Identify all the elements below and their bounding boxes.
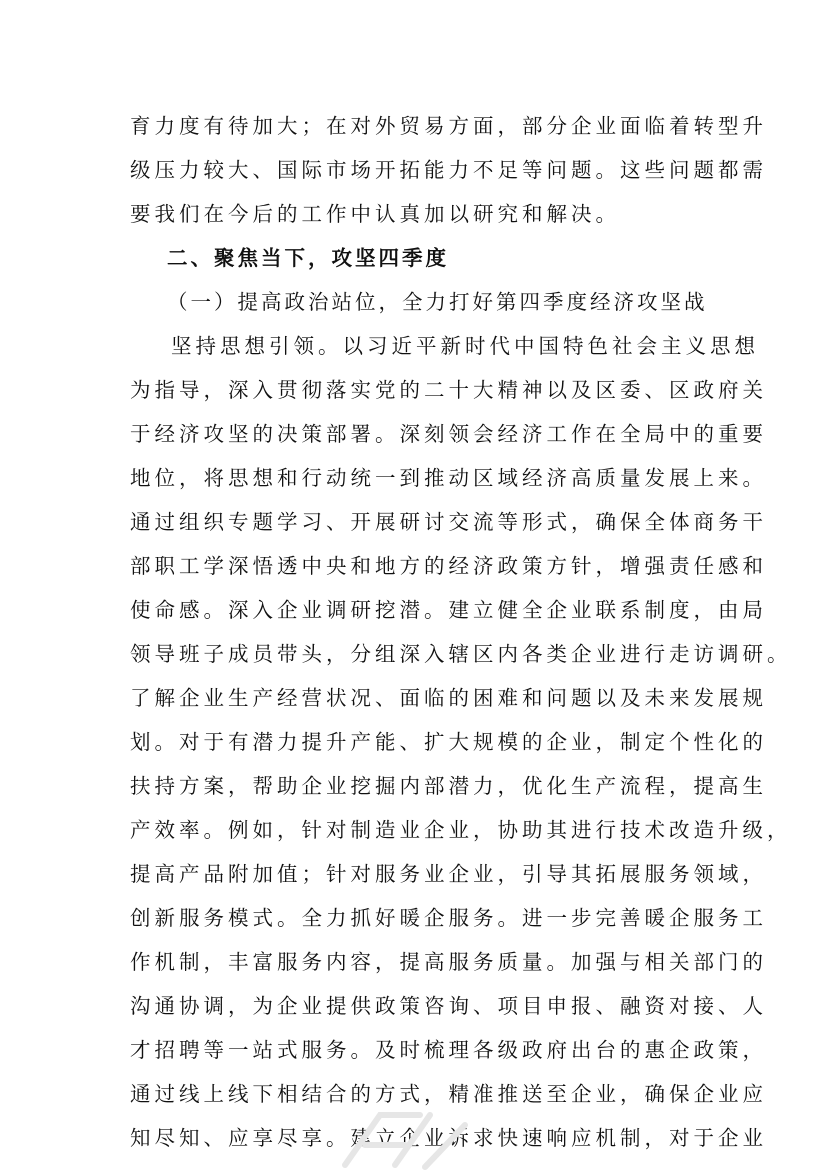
- paragraph-line: 坚持思想引领。以习近平新时代中国特色社会主义思想: [171, 334, 759, 358]
- paragraph-line: 创新服务模式。全力抓好暖企服务。进一步完善暖企服务工: [130, 906, 767, 930]
- paragraph-line: 产效率。例如，针对制造业企业，协助其进行技术改造升级，: [130, 818, 792, 842]
- sub-heading: （一）提高政治站位，全力打好第四季度经济攻坚战: [167, 290, 708, 314]
- paragraph-line: 领导班子成员带头，分组深入辖区内各类企业进行走访调研。: [130, 642, 792, 666]
- paragraph-line: 知尽知、应享尽享。建立企业诉求快速响应机制，对于企业: [130, 1126, 767, 1150]
- paragraph-line: 扶持方案，帮助企业挖掘内部潜力，优化生产流程，提高生: [130, 774, 767, 798]
- paragraph-line: 提高产品附加值；针对服务业企业，引导其拓展服务领域，: [130, 862, 767, 886]
- paragraph-line: 于经济攻坚的决策部署。深刻领会经济工作在全局中的重要: [130, 422, 767, 446]
- paragraph-line: 通过组织专题学习、开展研讨交流等形式，确保全体商务干: [130, 510, 767, 534]
- paragraph-line: 了解企业生产经营状况、面临的困难和问题以及未来发展规: [130, 686, 767, 710]
- paragraph-line: 育力度有待加大；在对外贸易方面，部分企业面临着转型升: [130, 114, 767, 138]
- paragraph-line: 通过线上线下相结合的方式，精准推送至企业，确保企业应: [130, 1082, 767, 1106]
- paragraph-line: 地位，将思想和行动统一到推动区域经济高质量发展上来。: [130, 466, 767, 490]
- paragraph-line: 级压力较大、国际市场开拓能力不足等问题。这些问题都需: [130, 158, 767, 182]
- paragraph-line: 作机制，丰富服务内容，提高服务质量。加强与相关部门的: [130, 950, 767, 974]
- paragraph-line: 为指导，深入贯彻落实党的二十大精神以及区委、区政府关: [130, 378, 767, 402]
- paragraph-line: 划。对于有潜力提升产能、扩大规模的企业，制定个性化的: [130, 730, 767, 754]
- paragraph-line: 才招聘等一站式服务。及时梳理各级政府出台的惠企政策，: [130, 1038, 767, 1062]
- paragraph-line: 使命感。深入企业调研挖潜。建立健全企业联系制度，由局: [130, 598, 767, 622]
- paragraph-line: 要我们在今后的工作中认真加以研究和解决。: [130, 202, 620, 226]
- paragraph-line: 部职工学深悟透中央和地方的经济政策方针，增强责任感和: [130, 554, 767, 578]
- paragraph-line: 沟通协调，为企业提供政策咨询、项目申报、融资对接、人: [130, 994, 767, 1018]
- section-heading: 二、聚焦当下，攻坚四季度: [167, 246, 449, 270]
